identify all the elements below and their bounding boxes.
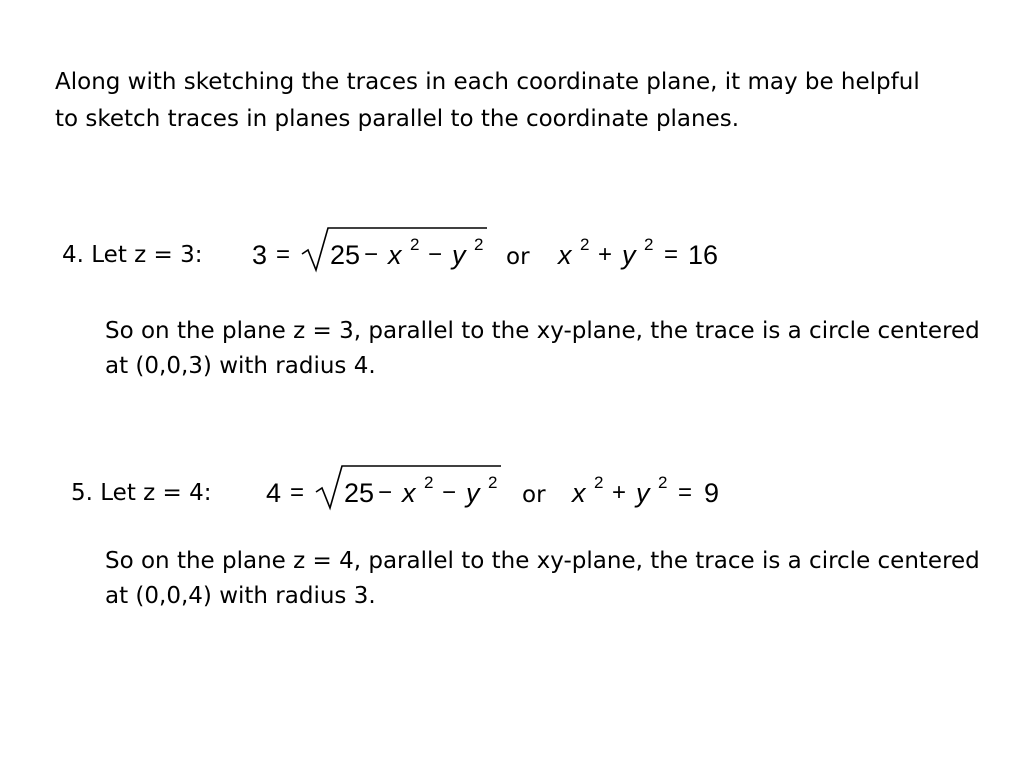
item-4-explanation: So on the plane z = 3, parallel to the xy-plane, the trace is a circle centered at (0,0,3) with radius 4. (105, 318, 980, 379)
equation-lhs: 3 (252, 240, 268, 270)
exponent: 2 (410, 235, 420, 254)
radicand-constant: 25 (344, 478, 375, 508)
variable-y: y (466, 478, 480, 508)
equals-sign: = (290, 479, 305, 506)
exponent: 2 (474, 235, 484, 254)
item-5-equation (266, 473, 746, 508)
variable-x: x (572, 478, 586, 508)
equation-rhs: 9 (704, 478, 720, 508)
minus-sign: − (428, 241, 443, 268)
item-5-label: 5. Let z = 4: (71, 480, 212, 506)
equation-lhs: 4 (266, 478, 282, 508)
minus-sign: − (442, 479, 457, 506)
equals-sign: = (678, 479, 693, 506)
item-4-label: 4. Let z = 3: (62, 242, 203, 268)
connector-or: or (522, 482, 546, 508)
variable-y: y (636, 478, 650, 508)
minus-sign: − (364, 241, 379, 268)
equals-sign: = (276, 241, 291, 268)
intro-paragraph: Along with sketching the traces in each coordinate plane, it may be helpful to sketch traces in planes parallel to the coordinate planes. (55, 69, 920, 132)
exponent: 2 (658, 473, 668, 492)
variable-x: x (402, 478, 416, 508)
variable-x: x (388, 240, 402, 270)
variable-y: y (452, 240, 466, 270)
exponent: 2 (580, 235, 590, 254)
item-4-equation (252, 235, 732, 270)
equation-rhs: 16 (688, 240, 719, 270)
item-5-explanation: So on the plane z = 4, parallel to the xy-plane, the trace is a circle centered at (0,0,4) with radius 3. (105, 548, 980, 609)
exponent: 2 (644, 235, 654, 254)
exponent: 2 (594, 473, 604, 492)
plus-sign: + (598, 241, 613, 268)
variable-y: y (622, 240, 636, 270)
minus-sign: − (378, 479, 393, 506)
equals-sign: = (664, 241, 679, 268)
radicand-constant: 25 (330, 240, 361, 270)
exponent: 2 (488, 473, 498, 492)
plus-sign: + (612, 479, 627, 506)
variable-x: x (558, 240, 572, 270)
exponent: 2 (424, 473, 434, 492)
connector-or: or (506, 244, 530, 270)
